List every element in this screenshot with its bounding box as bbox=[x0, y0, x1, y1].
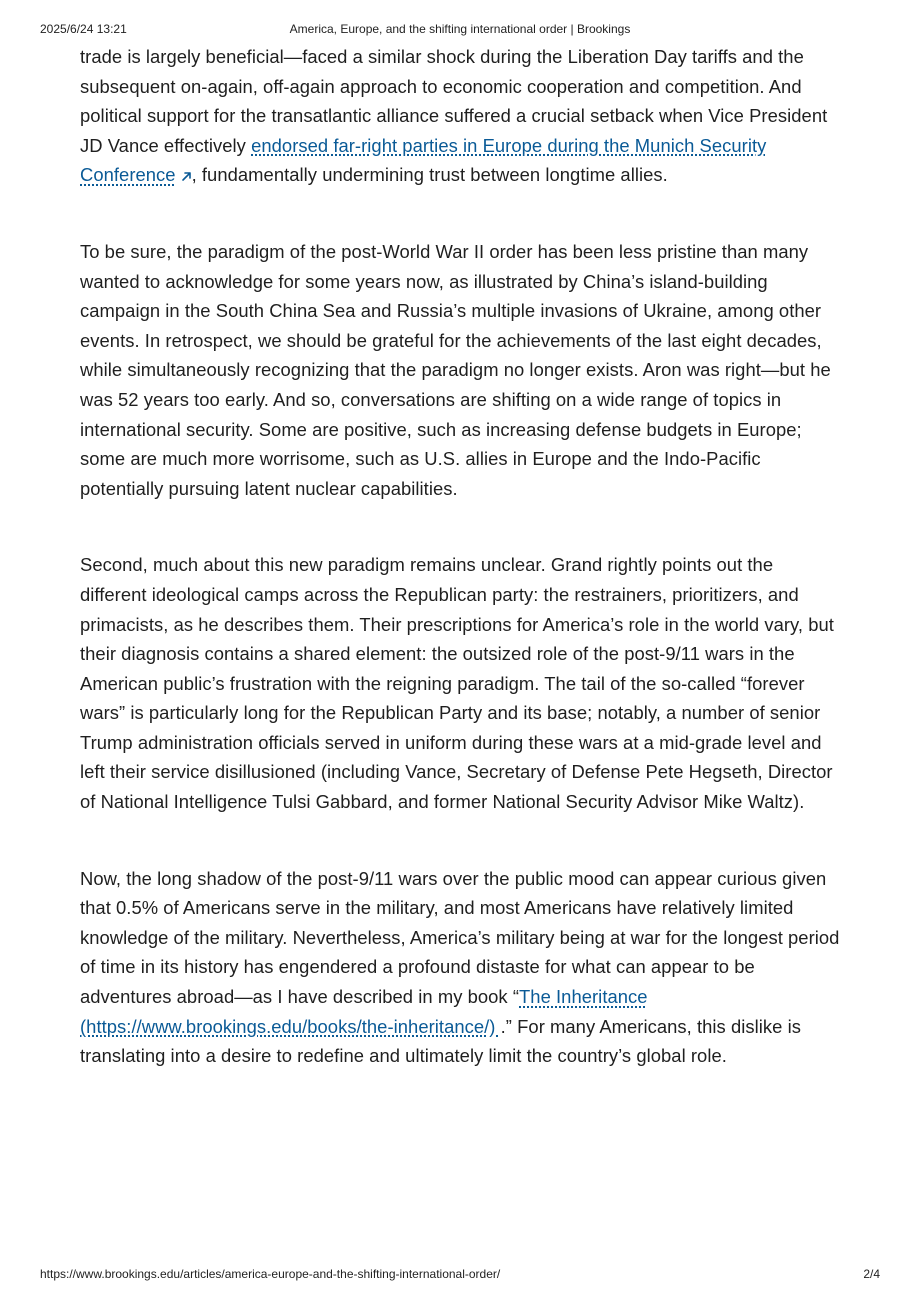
the-inheritance-link[interactable]: The Inheritance (https://www.brookings.edu/books/the-inheritance/) bbox=[80, 986, 648, 1037]
print-header bbox=[40, 22, 880, 38]
article-body bbox=[80, 42, 842, 1118]
paragraph-1-text-before: trade is largely beneficial—faced a similar shock during the Liberation Day tariffs and the subsequent on-again, off-again approach to economic cooperation and competition. And political support for the transatlantic alliance suffered a crucial setback when Vice President JD Vance effectively bbox=[80, 46, 828, 156]
paragraph-4-text-after: .” For many Americans, this dislike is translating into a desire to redefine and ultimately limit the country’s global role. bbox=[80, 1015, 801, 1067]
paragraph-1-text-after: , fundamentally undermining trust between longtime allies. bbox=[191, 164, 668, 186]
munich-conference-link-text: endorsed far-right parties in Europe during the Munich Security Conference bbox=[80, 134, 767, 186]
page-number: 2/4 bbox=[863, 1267, 880, 1281]
external-link-icon bbox=[180, 170, 192, 182]
print-page-title: America, Europe, and the shifting international order | Brookings bbox=[289, 22, 631, 36]
paragraph-4 bbox=[80, 864, 842, 1071]
paragraph-1 bbox=[80, 42, 842, 190]
paragraph-4-text-before: Now, the long shadow of the post-9/11 wars over the public mood can appear curious given that 0.5% of Americans serve in the military, and most Americans have relatively limited knowledge of the military. Nevertheless, America’s military being at war for the longest period of time in its history has engendered a profound distaste for what can appear to be adventures abroad—as I have described in my book “ bbox=[80, 867, 840, 1008]
print-date: 2025/6/24 13:21 bbox=[40, 22, 127, 36]
print-url: https://www.brookings.edu/articles/america-europe-and-the-shifting-international-order/ bbox=[40, 1267, 501, 1281]
print-footer bbox=[40, 1267, 880, 1283]
paragraph-3: Second, much about this new paradigm remains unclear. Grand rightly points out the different ideological camps across the Republican party: the restrainers, prioritizers, and primacists, as he describes them. Their prescriptions for America’s role in the world vary, but their diagnosis contains a shared element: the outsized role of the post-9/11 wars in the American public’s frustration with the reigning paradigm. The tail of the so-called “forever wars” is particularly long for the Republican Party and its base; notably, a number of senior Trump administration officials served in uniform during these wars at a mid-grade level and left their service disillusioned (including Vance, Secretary of Defense Pete Hegseth, Director of National Intelligence Tulsi Gabbard, and former National Security Advisor Mike Waltz). bbox=[80, 554, 834, 813]
paragraph-2: To be sure, the paradigm of the post-World War II order has been less pristine than many wanted to acknowledge for some years now, as illustrated by China’s island-building campaign in the South China Sea and Russia’s multiple invasions of Ukraine, among other events. In retrospect, we should be grateful for the achievements of the last eight decades, while simultaneously recognizing that the paradigm no longer exists. Aron was right—but he was 52 years too early. And so, conversations are shifting on a wide range of topics in international security. Some are positive, such as increasing defense budgets in Europe; some are much more worrisome, such as U.S. allies in Europe and the Indo-Pacific potentially pursuing latent nuclear capabilities. bbox=[80, 240, 831, 499]
